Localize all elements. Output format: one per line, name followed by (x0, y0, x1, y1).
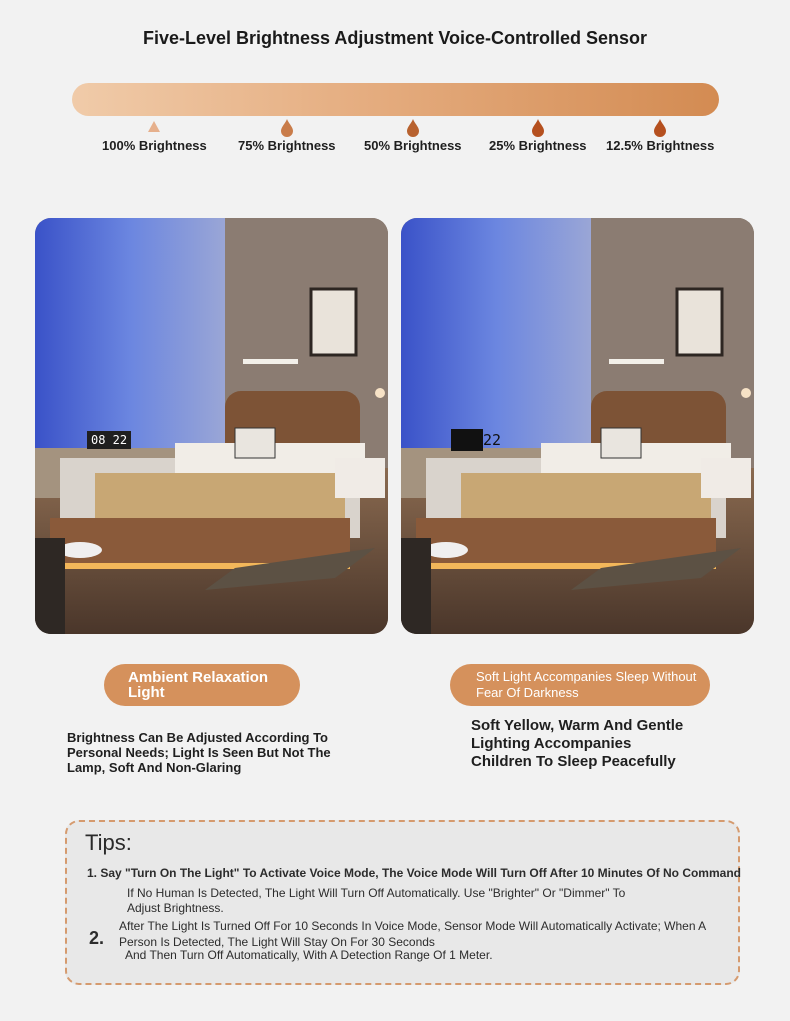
page-title: Five-Level Brightness Adjustment Voice-Controlled Sensor (142, 28, 648, 48)
tips-title: Tips: (85, 830, 132, 855)
feature-pill-label: Ambient Relaxation Light (128, 669, 269, 701)
wall-clock-display: 22 (451, 429, 505, 451)
tips-box (65, 820, 740, 985)
tip-2-number: 2. (89, 928, 105, 948)
brightness-level-label: 75% Brightness (238, 138, 336, 153)
brightness-level-label: 100% Brightness (102, 138, 207, 153)
brightness-level (238, 118, 336, 153)
feature-description-sleep: Soft Yellow, Warm And Gentle Lighting Accompanies Children To Sleep Peacefully (471, 717, 684, 770)
triangle-icon (146, 118, 162, 138)
tip-1-line-1: 1. Say "Turn On The Light" To Activate Voice Mode, The Voice Mode Will Turn Off After 10 Minutes Of No Command (87, 866, 741, 880)
drop-icon (405, 118, 421, 138)
bedroom-illustration (35, 218, 388, 634)
bedroom-photo-sleep (401, 218, 754, 634)
brightness-level-label: 50% Brightness (364, 138, 462, 153)
drop-icon (530, 118, 546, 138)
drop-icon (279, 118, 295, 138)
brightness-level-label: 25% Brightness (489, 138, 587, 153)
drop-icon (652, 118, 668, 138)
brightness-levels (95, 118, 725, 158)
feature-pill-sleep (450, 664, 710, 706)
tip-2-line-2: And Then Turn Off Automatically, With A Detection Range Of 1 Meter. (125, 948, 493, 962)
wall-clock-display: 08 22 (87, 431, 131, 449)
tip-1-line-2: If No Human Is Detected, The Light Will Turn Off Automatically. Use "Brighter" Or "Dimmer" To Adjust Brightness. (127, 886, 626, 915)
brightness-level (606, 118, 714, 153)
brightness-level-label: 12.5% Brightness (606, 138, 715, 153)
feature-pill-ambient (104, 664, 300, 706)
brightness-level (364, 118, 462, 153)
feature-pill-label: Soft Light Accompanies Sleep Without Fear Of Darkness (476, 669, 697, 700)
bedroom-photo-ambient (35, 218, 388, 634)
feature-description-ambient: Brightness Can Be Adjusted According To Personal Needs; Light Is Seen But Not The Lamp, Soft And Non-Glaring (67, 730, 331, 775)
brightness-gradient-bar (72, 83, 719, 116)
tip-2-line-1: After The Light Is Turned Off For 10 Seconds In Voice Mode, Sensor Mode Will Automatically Activate; When A Person Is Detected, The Light Will Stay On For 30 Seconds (119, 919, 706, 949)
brightness-level (102, 118, 207, 153)
brightness-level (489, 118, 587, 153)
bedroom-illustration (401, 218, 754, 634)
